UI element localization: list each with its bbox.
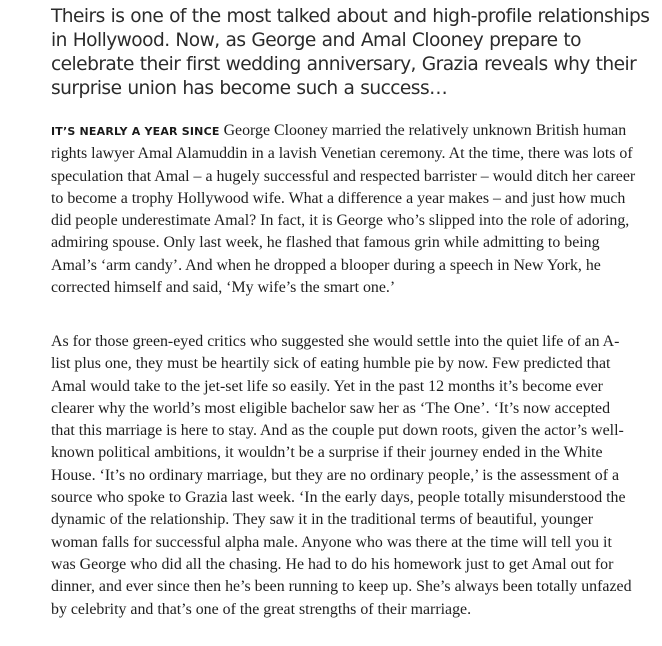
article-paragraph-1-text: George Clooney married the relatively unknown British human rights lawyer Amal Alamuddin in a lavish Venetian ceremony. At the time, there was lots of speculation that Amal – a hugely successful and respected barrister – would ditch her career to become a trophy Hollywood wife. What a difference a year makes – and just how much did people underestimate Amal? In fact, it is George who’s slipped into the role of adoring, admiring spouse. Only last week, he flashed that famous grin while admitting to being Amal’s ‘arm candy’. And when he dropped a blooper during a speech in New York, he corrected himself and said, ‘My wife’s the smart one.’ xyxy=(51,122,636,297)
article-lead-in: IT’S NEARLY A YEAR SINCE xyxy=(51,125,220,138)
article-paragraph-2: As for those green-eyed critics who suggested she would settle into the quiet life of an A-list plus one, they must be heartily sick of eating humble pie by now. Few predicted that Amal would take to the jet-set life so easily. Yet in the past 12 months it’s become ever clearer why the world’s most eligible bachelor saw her as ‘The One’. ‘It’s now accepted that this marriage is here to stay. And as the couple put down roots, given the actor’s well-known political ambitions, it wouldn’t be a surprise if their journey ended in the White House. ‘It’s no ordinary marriage, but they are no ordinary people,’ is the assessment of a source who spoke to Grazia last week. ‘In the early days, people totally misunderstood the dynamic of the relationship. They saw it in the traditional terms of beautiful, younger woman falls for successful alpha male. Anyone who was there at the time will tell you it was George who did all the chasing. He had to do his homework just to get Amal out for dinner, and ever since then he’s been running to keep up. She’s always been totally unfazed by celebrity and that’s one of the great strengths of their marriage. xyxy=(51,333,632,618)
article-standfirst: Theirs is one of the most talked about and high-profile relationships in Hollywood. Now, as George and Amal Clooney prepare to celebrate their first wedding anniversary, Grazia reveals why their surprise union has become such a success… xyxy=(51,6,650,99)
article-paragraph-1 xyxy=(51,120,637,299)
